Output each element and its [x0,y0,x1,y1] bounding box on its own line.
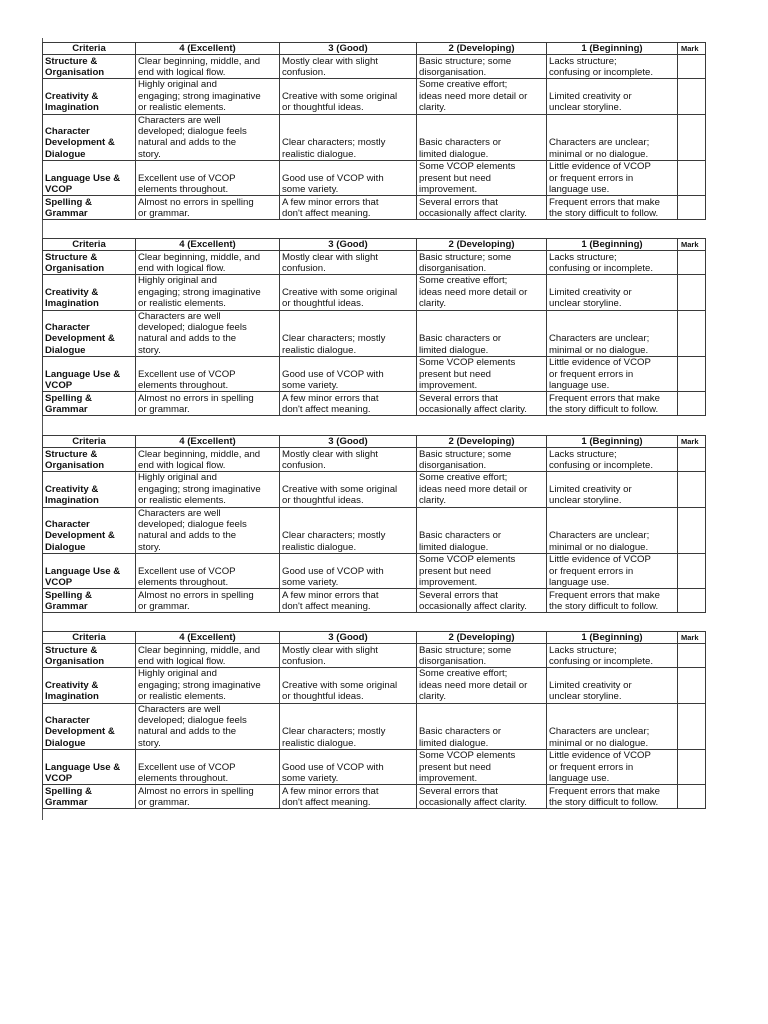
criteria-cell: Spelling & Grammar [43,392,136,416]
mark-cell[interactable] [678,785,706,809]
header-beginning: 1 (Beginning) [547,43,678,55]
excellent-cell: Highly original and engaging; strong imaginative or realistic elements. [136,275,280,310]
mark-cell[interactable] [678,668,706,703]
developing-cell: Basic structure; some disorganisation. [417,251,547,275]
good-cell: Good use of VCOP with some variety. [280,161,417,196]
table-row [43,196,706,220]
header-developing: 2 (Developing) [417,632,547,644]
criteria-cell: Character Development & Dialogue [43,507,136,554]
header-developing: 2 (Developing) [417,43,547,55]
good-cell: Good use of VCOP with some variety. [280,357,417,392]
criteria-cell: Language Use & VCOP [43,554,136,589]
beginning-cell: Frequent errors that make the story difficult to follow. [547,392,678,416]
table-row [43,310,706,357]
good-cell: Creative with some original or thoughtful ideas. [280,79,417,114]
rubric-table-1 [42,42,706,220]
developing-cell: Some creative effort; ideas need more detail or clarity. [417,275,547,310]
developing-cell: Some creative effort; ideas need more detail or clarity. [417,668,547,703]
beginning-cell: Characters are unclear; minimal or no dialogue. [547,507,678,554]
header-row [43,632,706,644]
beginning-cell: Limited creativity or unclear storyline. [547,79,678,114]
excellent-cell: Clear beginning, middle, and end with logical flow. [136,251,280,275]
rubric-table-3 [42,435,706,613]
table-row [43,357,706,392]
excellent-cell: Almost no errors in spelling or grammar. [136,785,280,809]
mark-cell[interactable] [678,644,706,668]
excellent-cell: Clear beginning, middle, and end with logical flow. [136,644,280,668]
rubric-table-4 [42,631,706,809]
beginning-cell: Characters are unclear; minimal or no dialogue. [547,310,678,357]
excellent-cell: Almost no errors in spelling or grammar. [136,589,280,613]
rubric-table-2 [42,238,706,416]
header-criteria: Criteria [43,239,136,251]
mark-cell[interactable] [678,392,706,416]
table-row [43,507,706,554]
header-row [43,436,706,448]
table-row [43,251,706,275]
table-row [43,589,706,613]
beginning-cell: Lacks structure; confusing or incomplete. [547,448,678,472]
header-beginning: 1 (Beginning) [547,239,678,251]
mark-cell[interactable] [678,750,706,785]
table-row [43,79,706,114]
developing-cell: Some VCOP elements present but need improvement. [417,357,547,392]
criteria-cell: Character Development & Dialogue [43,703,136,750]
criteria-cell: Creativity & Imagination [43,275,136,310]
good-cell: Mostly clear with slight confusion. [280,644,417,668]
beginning-cell: Lacks structure; confusing or incomplete. [547,644,678,668]
developing-cell: Several errors that occasionally affect clarity. [417,785,547,809]
mark-cell[interactable] [678,310,706,357]
developing-cell: Several errors that occasionally affect clarity. [417,196,547,220]
beginning-cell: Little evidence of VCOP or frequent errors in language use. [547,357,678,392]
good-cell: A few minor errors that don't affect meaning. [280,196,417,220]
good-cell: A few minor errors that don't affect meaning. [280,589,417,613]
good-cell: Clear characters; mostly realistic dialogue. [280,703,417,750]
header-mark: Mark [678,239,706,251]
table-row [43,448,706,472]
mark-cell[interactable] [678,79,706,114]
header-row [43,239,706,251]
excellent-cell: Highly original and engaging; strong imaginative or realistic elements. [136,79,280,114]
criteria-cell: Creativity & Imagination [43,668,136,703]
beginning-cell: Frequent errors that make the story difficult to follow. [547,196,678,220]
developing-cell: Some VCOP elements present but need improvement. [417,161,547,196]
criteria-cell: Structure & Organisation [43,251,136,275]
developing-cell: Some VCOP elements present but need improvement. [417,554,547,589]
mark-cell[interactable] [678,196,706,220]
excellent-cell: Clear beginning, middle, and end with logical flow. [136,55,280,79]
excellent-cell: Highly original and engaging; strong imaginative or realistic elements. [136,472,280,507]
excellent-cell: Excellent use of VCOP elements throughout. [136,357,280,392]
mark-cell[interactable] [678,703,706,750]
developing-cell: Basic structure; some disorganisation. [417,55,547,79]
table-row [43,114,706,161]
table-row [43,750,706,785]
criteria-cell: Structure & Organisation [43,55,136,79]
excellent-cell: Characters are well developed; dialogue feels natural and adds to the story. [136,114,280,161]
mark-cell[interactable] [678,275,706,310]
table-row [43,703,706,750]
table-row [43,668,706,703]
good-cell: Creative with some original or thoughtful ideas. [280,472,417,507]
beginning-cell: Lacks structure; confusing or incomplete. [547,251,678,275]
header-mark: Mark [678,632,706,644]
good-cell: Good use of VCOP with some variety. [280,554,417,589]
mark-cell[interactable] [678,507,706,554]
mark-cell[interactable] [678,251,706,275]
developing-cell: Some VCOP elements present but need improvement. [417,750,547,785]
beginning-cell: Characters are unclear; minimal or no dialogue. [547,114,678,161]
header-good: 3 (Good) [280,632,417,644]
header-excellent: 4 (Excellent) [136,436,280,448]
header-criteria: Criteria [43,436,136,448]
criteria-cell: Creativity & Imagination [43,79,136,114]
header-excellent: 4 (Excellent) [136,43,280,55]
mark-cell[interactable] [678,472,706,507]
developing-cell: Basic structure; some disorganisation. [417,448,547,472]
criteria-cell: Language Use & VCOP [43,161,136,196]
header-criteria: Criteria [43,43,136,55]
criteria-cell: Spelling & Grammar [43,785,136,809]
beginning-cell: Little evidence of VCOP or frequent errors in language use. [547,750,678,785]
criteria-cell: Language Use & VCOP [43,357,136,392]
header-criteria: Criteria [43,632,136,644]
header-good: 3 (Good) [280,239,417,251]
header-developing: 2 (Developing) [417,239,547,251]
beginning-cell: Characters are unclear; minimal or no dialogue. [547,703,678,750]
excellent-cell: Highly original and engaging; strong imaginative or realistic elements. [136,668,280,703]
good-cell: Clear characters; mostly realistic dialogue. [280,507,417,554]
header-good: 3 (Good) [280,436,417,448]
beginning-cell: Lacks structure; confusing or incomplete. [547,55,678,79]
beginning-cell: Little evidence of VCOP or frequent errors in language use. [547,554,678,589]
developing-cell: Some creative effort; ideas need more detail or clarity. [417,472,547,507]
criteria-cell: Structure & Organisation [43,448,136,472]
developing-cell: Several errors that occasionally affect clarity. [417,589,547,613]
good-cell: Clear characters; mostly realistic dialogue. [280,114,417,161]
excellent-cell: Excellent use of VCOP elements throughout. [136,750,280,785]
header-good: 3 (Good) [280,43,417,55]
header-beginning: 1 (Beginning) [547,632,678,644]
mark-cell[interactable] [678,554,706,589]
mark-cell[interactable] [678,448,706,472]
criteria-cell: Character Development & Dialogue [43,310,136,357]
developing-cell: Several errors that occasionally affect clarity. [417,392,547,416]
developing-cell: Basic characters or limited dialogue. [417,703,547,750]
criteria-cell: Structure & Organisation [43,644,136,668]
table-row [43,785,706,809]
header-mark: Mark [678,43,706,55]
table-row [43,554,706,589]
good-cell: Creative with some original or thoughtful ideas. [280,668,417,703]
beginning-cell: Limited creativity or unclear storyline. [547,275,678,310]
mark-cell[interactable] [678,589,706,613]
criteria-cell: Language Use & VCOP [43,750,136,785]
excellent-cell: Excellent use of VCOP elements throughout. [136,161,280,196]
excellent-cell: Characters are well developed; dialogue feels natural and adds to the story. [136,507,280,554]
good-cell: Mostly clear with slight confusion. [280,55,417,79]
beginning-cell: Limited creativity or unclear storyline. [547,472,678,507]
mark-cell[interactable] [678,161,706,196]
criteria-cell: Spelling & Grammar [43,196,136,220]
header-mark: Mark [678,436,706,448]
good-cell: Mostly clear with slight confusion. [280,448,417,472]
developing-cell: Some creative effort; ideas need more detail or clarity. [417,79,547,114]
good-cell: Creative with some original or thoughtful ideas. [280,275,417,310]
beginning-cell: Frequent errors that make the story difficult to follow. [547,785,678,809]
beginning-cell: Limited creativity or unclear storyline. [547,668,678,703]
beginning-cell: Little evidence of VCOP or frequent errors in language use. [547,161,678,196]
table-row [43,55,706,79]
good-cell: A few minor errors that don't affect meaning. [280,392,417,416]
good-cell: Mostly clear with slight confusion. [280,251,417,275]
header-excellent: 4 (Excellent) [136,632,280,644]
mark-cell[interactable] [678,357,706,392]
mark-cell[interactable] [678,55,706,79]
excellent-cell: Almost no errors in spelling or grammar. [136,196,280,220]
criteria-cell: Creativity & Imagination [43,472,136,507]
developing-cell: Basic structure; some disorganisation. [417,644,547,668]
header-developing: 2 (Developing) [417,436,547,448]
developing-cell: Basic characters or limited dialogue. [417,114,547,161]
criteria-cell: Spelling & Grammar [43,589,136,613]
developing-cell: Basic characters or limited dialogue. [417,507,547,554]
good-cell: Clear characters; mostly realistic dialogue. [280,310,417,357]
table-row [43,472,706,507]
table-row [43,644,706,668]
excellent-cell: Characters are well developed; dialogue feels natural and adds to the story. [136,310,280,357]
header-row [43,43,706,55]
good-cell: Good use of VCOP with some variety. [280,750,417,785]
header-beginning: 1 (Beginning) [547,436,678,448]
mark-cell[interactable] [678,114,706,161]
excellent-cell: Clear beginning, middle, and end with logical flow. [136,448,280,472]
beginning-cell: Frequent errors that make the story difficult to follow. [547,589,678,613]
excellent-cell: Excellent use of VCOP elements throughout. [136,554,280,589]
good-cell: A few minor errors that don't affect meaning. [280,785,417,809]
developing-cell: Basic characters or limited dialogue. [417,310,547,357]
table-row [43,161,706,196]
table-row [43,392,706,416]
criteria-cell: Character Development & Dialogue [43,114,136,161]
table-row [43,275,706,310]
excellent-cell: Almost no errors in spelling or grammar. [136,392,280,416]
excellent-cell: Characters are well developed; dialogue feels natural and adds to the story. [136,703,280,750]
header-excellent: 4 (Excellent) [136,239,280,251]
